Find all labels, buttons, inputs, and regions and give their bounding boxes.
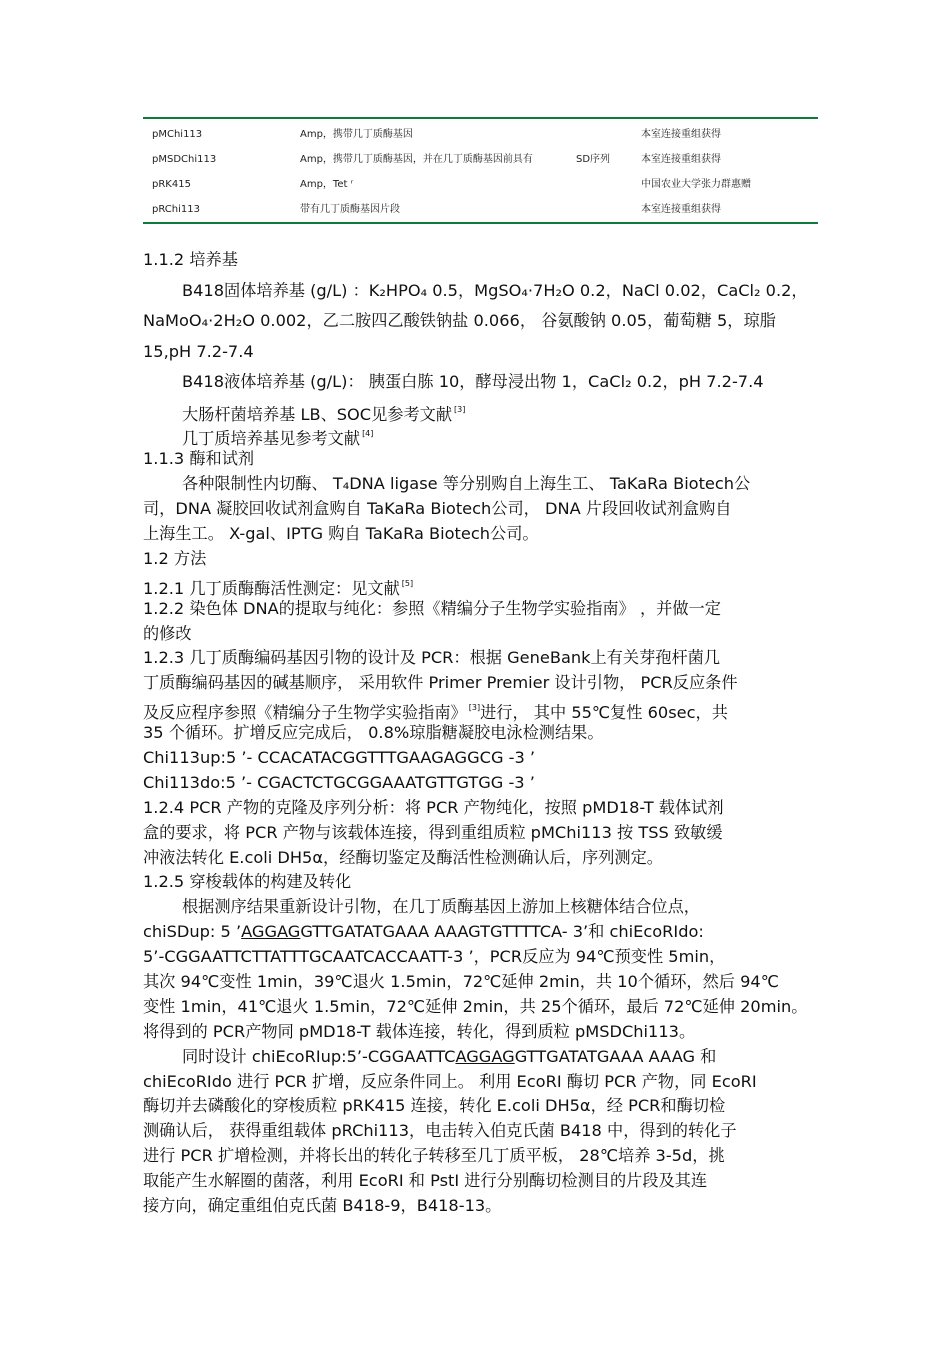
primer-sequence: Chi113do:5 ’- CGACTCTGCGGAAATGTTGTGG -3 ’ xyxy=(143,772,535,792)
paragraph-line: B418固体培养基 (g/L) ：K₂HPO₄ 0.5，MgSO₄·7H₂O 0.2，NaCl 0.02，CaCl₂ 0.2， xyxy=(182,280,808,300)
table-row xyxy=(143,172,818,197)
plasmid-name: pMSDChi113 xyxy=(152,154,217,165)
section-heading: 1.2.5 穿梭载体的构建及转化 xyxy=(143,872,352,892)
plasmid-name: pRK415 xyxy=(152,179,191,190)
rbs-sequence: AGGAG xyxy=(455,1046,515,1066)
table-row xyxy=(143,122,818,147)
line-text: chiSDup: 5 ’ xyxy=(143,922,242,942)
paragraph-line: 变性 1min，41℃退火 1.5min，72℃延伸 2min，共 25个循环，最后 72℃延伸 20min。 xyxy=(143,996,808,1016)
plasmid-desc: Amp，携带几丁质酶基因 xyxy=(300,129,413,140)
paragraph-line: 1.2.3 几丁质酶编码基因引物的设计及 PCR：根据 GeneBank上有关芽孢杆菌几 xyxy=(143,648,721,668)
section-heading: 1.1.3 酶和试剂 xyxy=(143,449,255,469)
rbs-sequence: AGGAG xyxy=(241,922,301,942)
paragraph-line: 丁质酶编码基因的碱基顺序， 采用软件 Primer Premier 设计引物， PCR反应条件 xyxy=(143,673,738,693)
line-text: 进行， 其中 55℃复性 60sec，共 xyxy=(480,703,728,723)
line-text: 同时设计 chiEcoRIup:5’-CGGAATTC xyxy=(182,1046,456,1066)
plasmid-table xyxy=(143,117,818,224)
paragraph-line: 司，DNA 凝胶回收试剂盒购自 TaKaRa Biotech公司， DNA 片段回收试剂盒购自 xyxy=(143,499,732,519)
paragraph-line: chiEcoRIdo 进行 PCR 扩增，反应条件同上。 利用 EcoRI 酶切 PCR 产物，同 EcoRI xyxy=(143,1071,757,1091)
paragraph-line xyxy=(143,1045,815,1070)
line-text: 大肠杆菌培养基 LB、SOC见参考文献 xyxy=(182,404,453,424)
paragraph-line: 接方向，确定重组伯克氏菌 B418-9，B418-13。 xyxy=(143,1196,502,1215)
plasmid-source: 本室连接重组获得 xyxy=(641,154,721,165)
plasmid-desc: Amp，携带几丁质酶基因，并在几丁质酶基因前具有 xyxy=(300,154,533,165)
plasmid-name: pMChi113 xyxy=(152,129,203,140)
paragraph-line xyxy=(143,422,815,447)
plasmid-source: 中国农业大学张力群惠赠 xyxy=(641,179,751,190)
citation: [4] xyxy=(362,429,374,439)
paragraph-line: 测确认后， 获得重组载体 pRChi113，电击转入伯克氏菌 B418 中，得到的转化子 xyxy=(143,1121,737,1141)
primer-sequence: Chi113up:5 ’- CCACATACGGTTTGAAGAGGCG -3 ’ xyxy=(143,747,536,767)
section-heading: 1.1.2 培养基 xyxy=(143,250,238,269)
section-heading: 1.2 方法 xyxy=(143,548,207,568)
paragraph-line: 将得到的 PCR产物同 pMD18-T 载体连接，转化，得到质粒 pMSDChi113。 xyxy=(143,1021,696,1041)
line-text: 及反应程序参照《精编分子生物学实验指南》 xyxy=(143,703,467,723)
paragraph-line: B418液体培养基 (g/L)： 胰蛋白胨 10，酵母浸出物 1，CaCl₂ 0.2，pH 7.2-7.4 xyxy=(182,372,764,391)
paragraph-line: 其次 94℃变性 1min，39℃退火 1.5min，72℃延伸 2min，共 10个循环，然后 94℃ xyxy=(143,971,779,991)
paragraph-line xyxy=(143,696,815,721)
citation: [3] xyxy=(468,703,481,713)
paragraph-line: 各种限制性内切酶、 T₄DNA ligase 等分别购自上海生工、 TaKaRa Biotech公 xyxy=(182,474,751,494)
body-text xyxy=(143,245,815,1219)
plasmid-desc: Amp，Tet ʳ xyxy=(300,179,354,190)
paragraph-line: 酶切并去磷酸化的穿梭质粒 pRK415 连接，转化 E.coli DH5α，经 PCR和酶切检 xyxy=(143,1096,726,1116)
plasmid-desc-extra: SD序列 xyxy=(576,154,611,165)
table-row xyxy=(143,147,818,172)
paragraph-line: 根据测序结果重新设计引物，在几丁质酶基因上游加上核糖体结合位点， xyxy=(182,897,700,917)
paragraph-line: 冲液法转化 E.coli DH5α，经酶切鉴定及酶活性检测确认后，序列测定。 xyxy=(143,847,663,867)
line-text: 1.2.1 几丁质酶酶活性测定：见文献 xyxy=(143,578,400,598)
paragraph-line: 盒的要求，将 PCR 产物与该载体连接，得到重组质粒 pMChi113 按 TSS 致敏缓 xyxy=(143,822,723,842)
citation: [5] xyxy=(401,578,414,588)
paragraph-line: 上海生工。 X-gal、IPTG 购自 TaKaRa Biotech公司。 xyxy=(143,523,539,543)
paragraph-line: NaMoO₄·2H₂O 0.002，乙二胺四乙酸铁钠盐 0.066， 谷氨酸钠 0.05，葡萄糖 5，琼脂 xyxy=(143,311,776,330)
line-text: GTTGATATGAAA AAAGTGTTTTCA- 3’和 chiEcoRIdo: xyxy=(300,922,704,942)
line-text: 几丁质培养基见参考文献 xyxy=(182,429,361,449)
citation: [3] xyxy=(454,404,466,414)
paragraph-line: 1.2.4 PCR 产物的克隆及序列分析：将 PCR 产物纯化，按照 pMD18-T 载体试剂 xyxy=(143,797,724,817)
paragraph-line: 1.2.2 染色体 DNA的提取与纯化：参照《精编分子生物学实验指南》 ，并做一定 xyxy=(143,598,721,618)
paragraph-line xyxy=(143,920,815,945)
paragraph-line: 15,pH 7.2-7.4 xyxy=(143,341,254,361)
paragraph-line: 进行 PCR 扩增检测，并将长出的转化子转移至几丁质平板， 28℃培养 3-5d，挑 xyxy=(143,1146,725,1166)
plasmid-desc: 带有几丁质酶基因片段 xyxy=(300,204,400,215)
line-text: GTTGATATGAAA AAAG 和 xyxy=(514,1046,717,1066)
plasmid-name: pRChi113 xyxy=(152,204,200,215)
plasmid-source: 本室连接重组获得 xyxy=(641,204,721,215)
paragraph-line: 取能产生水解圈的菌落，利用 EcoRI 和 PstI 进行分别酶切检测目的片段及其连 xyxy=(143,1171,708,1191)
paragraph-line xyxy=(143,398,815,423)
plasmid-source: 本室连接重组获得 xyxy=(641,129,721,140)
table-bottom-rule xyxy=(143,222,818,224)
paragraph-line: 35 个循环。扩增反应完成后， 0.8%琼脂糖凝胶电泳检测结果。 xyxy=(143,723,604,743)
paragraph-line: 5’-CGGAATTCTTATTTGCAATCACCAATT-3 ’，PCR反应为 94℃预变性 5min， xyxy=(143,947,726,967)
section-heading xyxy=(143,572,815,597)
table-row xyxy=(143,197,818,222)
paragraph-line: 的修改 xyxy=(143,623,192,643)
